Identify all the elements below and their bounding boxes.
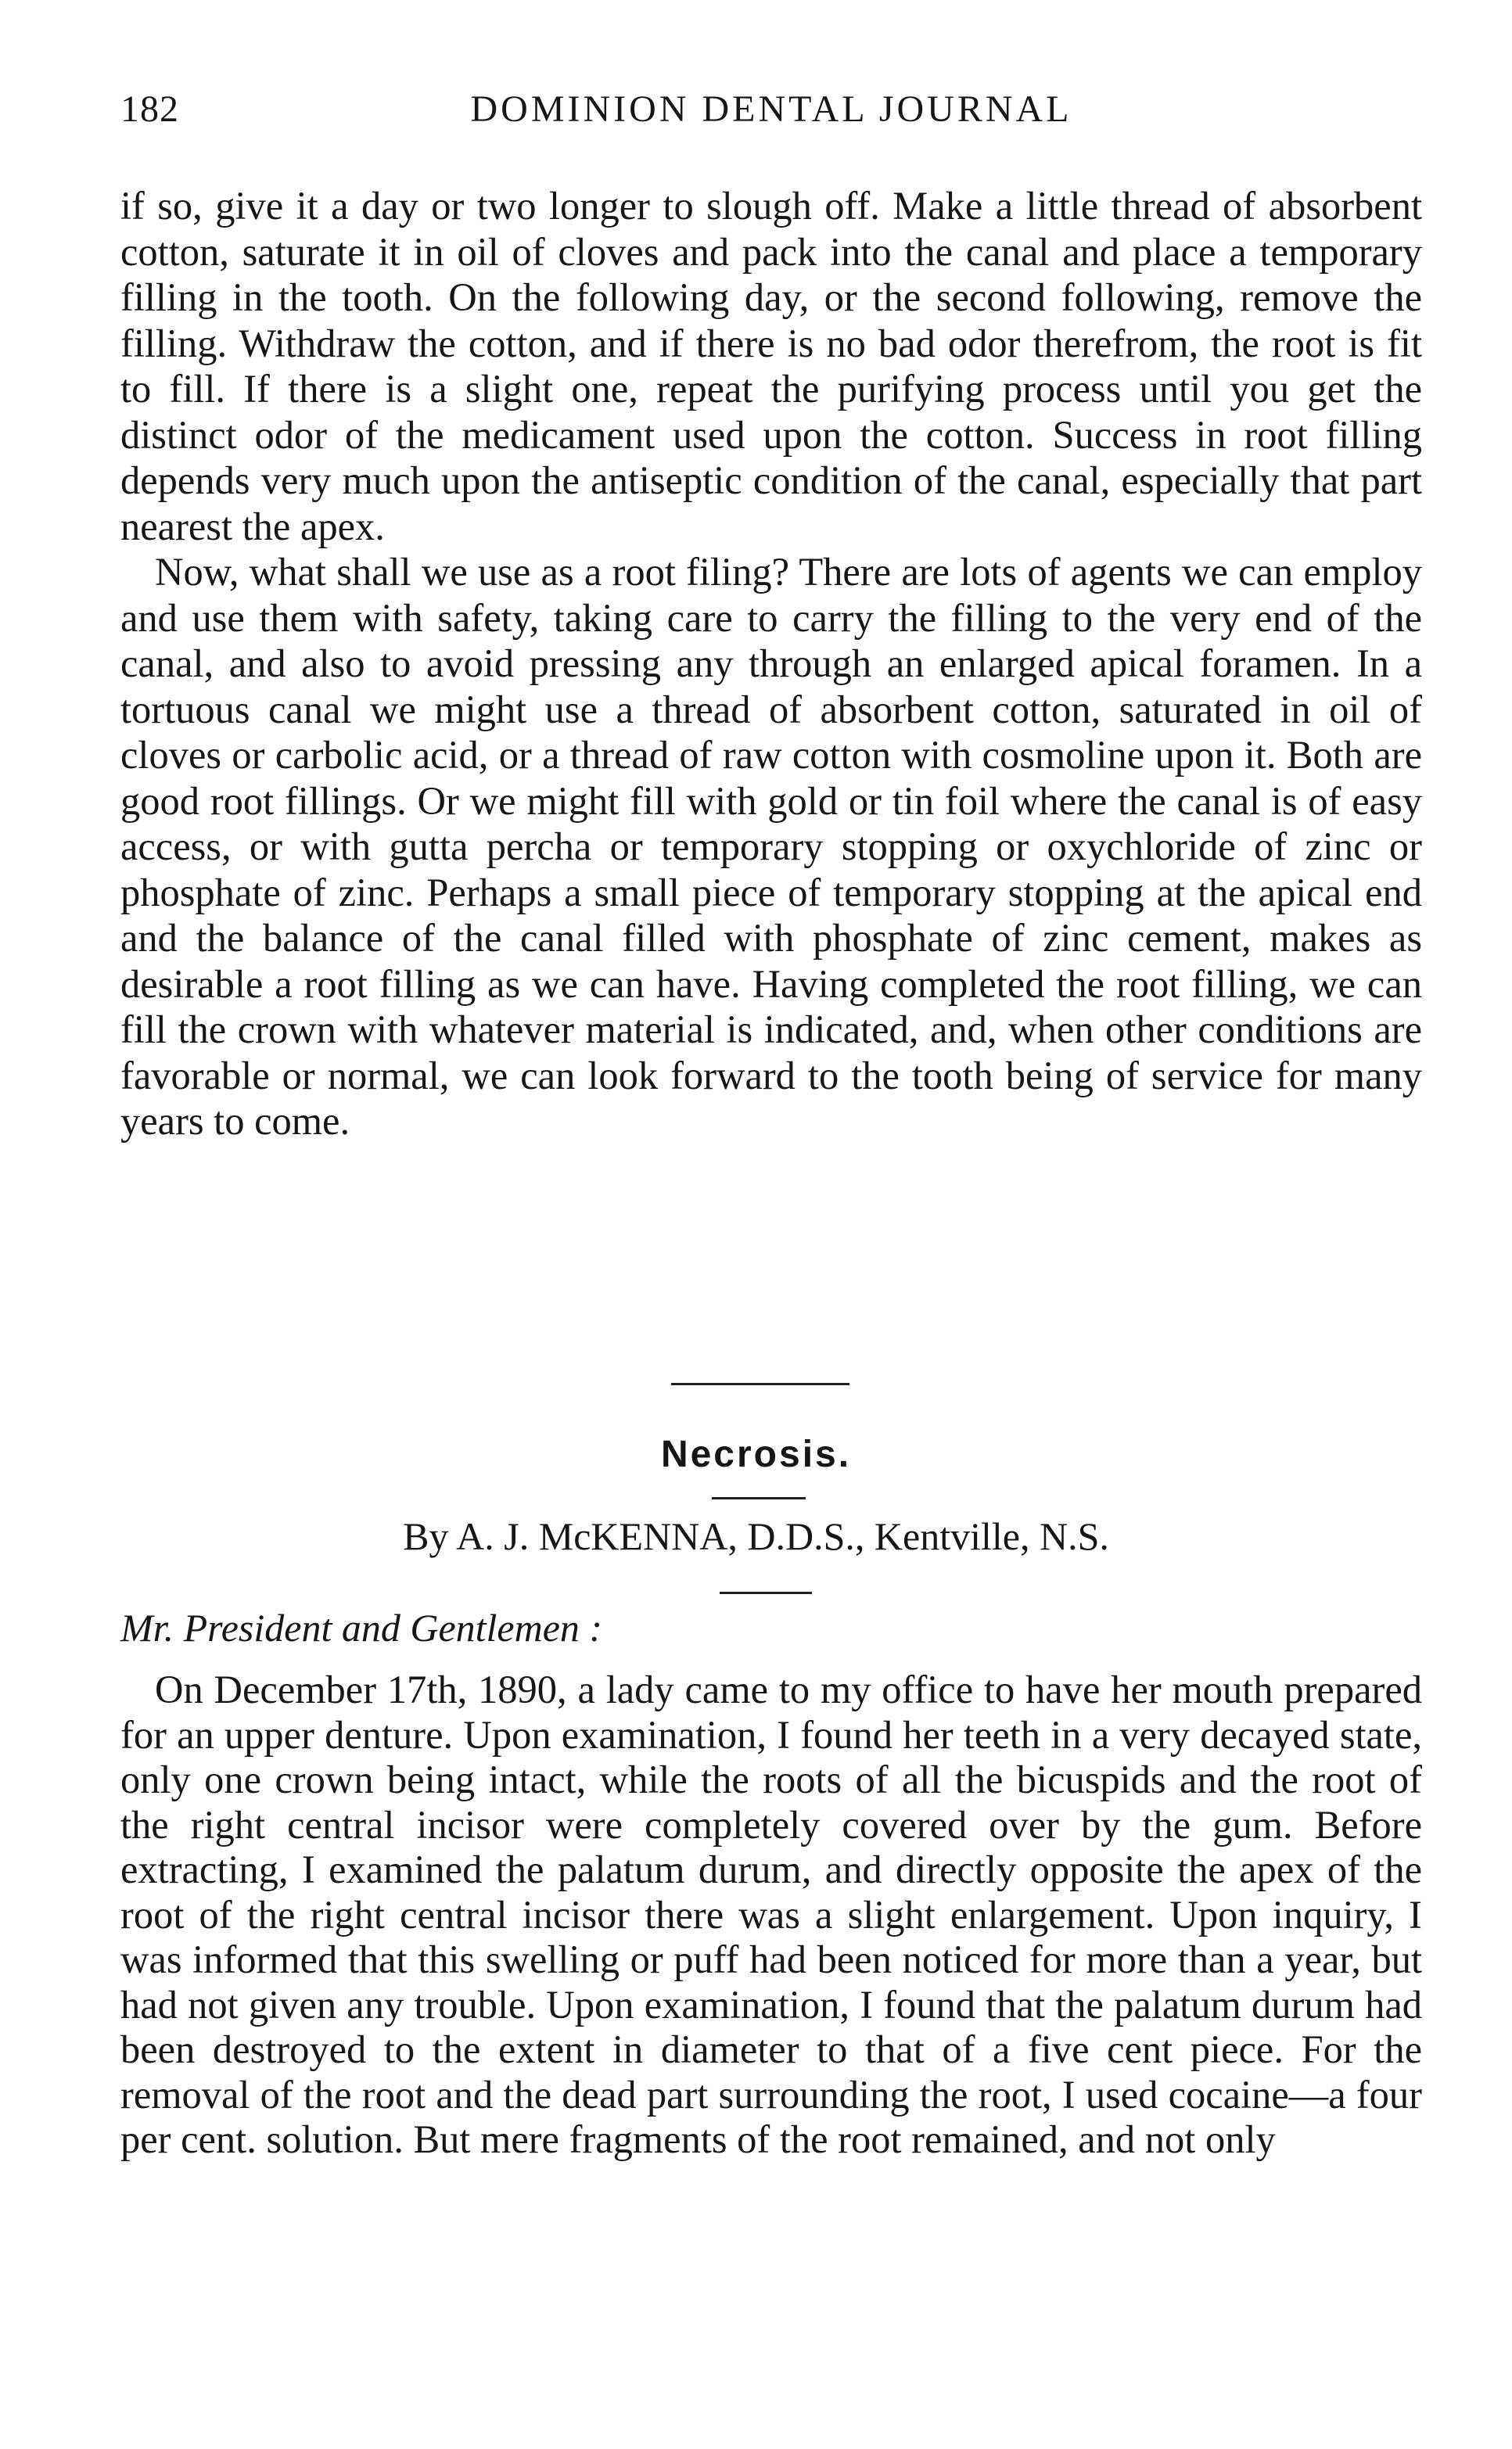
page-number: 182 [120, 88, 179, 130]
title-rule [712, 1497, 806, 1499]
paragraph: Now, what shall we use as a root filing? There are lots of agents we can employ and use them with safety, taking care to carry the filling to the very end of the canal, and also to avoid pressing any through an enlarged apical foramen. In a tortuous canal we might use a thread of absorbent cotton, saturated in oil of cloves or carbolic acid, or a thread of raw cotton with cosmoline upon it. Both are good root fillings. Or we might fill with gold or tin foil where the canal is of easy access, or with gutta percha or temporary stopping or oxychloride of zinc or phosphate of zinc. Perhaps a small piece of temporary stopping at the apical end and the balance of the canal filled with phosphate of zinc cement, makes as desirable a root filling as we can have. Having completed the root filling, we can fill the crown with whatever material is indicated, and, when other conditions are favorable or normal, we can look forward to the tooth being of service for many years to come. [120, 550, 1422, 1143]
salutation: Mr. President and Gentlemen : [120, 1606, 603, 1650]
page-header [120, 88, 1422, 142]
article-title: Necrosis. [660, 1434, 852, 1475]
paragraph: On December 17th, 1890, a lady came to my office to have her mouth prepared for an upper denture. Upon examination, I found her teeth in a very decayed state, only one crown being intact, while the roots of all the bicuspids and the root of the right central incisor were completely covered over by the gum. Before extracting, I examined the palatum durum, and directly opposite the apex of the root of the right central incisor there was a slight enlargement. Upon inquiry, I was informed that this swelling or puff had been noticed for more than a year, but had not given any trouble. Upon examination, I found that the palatum durum had been destroyed to the extent in diameter to that of a five cent piece. For the removal of the root and the dead part surrounding the root, I used cocaine—a four per cent. solution. But mere fragments of the root remained, and not only [120, 1668, 1422, 2161]
previous-article-text [120, 183, 1422, 1144]
section-divider [671, 1383, 849, 1385]
paragraph: if so, give it a day or two longer to slough off. Make a little thread of absorbent cotton, saturate it in oil of cloves and pack into the canal and place a temporary filling in the tooth. On the following day, or the second following, remove the filling. Withdraw the cotton, and if there is no bad odor therefrom, the root is fit to fill. If there is a slight one, repeat the purifying process until you get the distinct odor of the medicament used upon the cotton. Success in root filling depends very much upon the antiseptic condition of the canal, especially that part nearest the apex. [120, 184, 1422, 548]
byline-rule [720, 1592, 812, 1594]
article-body [120, 1668, 1422, 2163]
article-byline: By A. J. McKENNA, D.D.S., Kentville, N.S. [403, 1514, 1109, 1558]
running-head: DOMINION DENTAL JOURNAL [470, 88, 1072, 130]
